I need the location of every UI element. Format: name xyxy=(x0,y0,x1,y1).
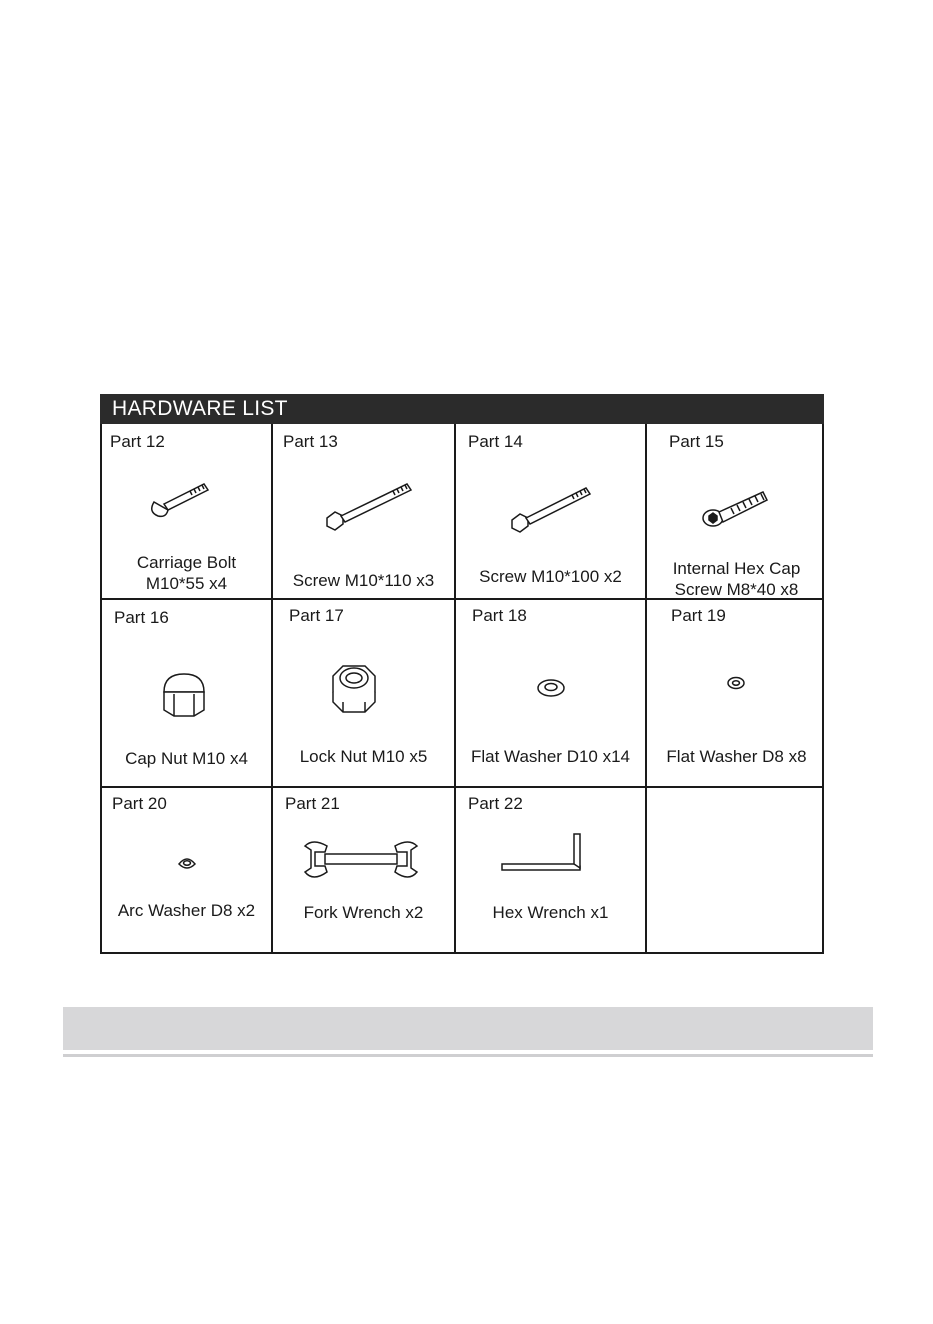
part-description-line: Cap Nut M10 x4 xyxy=(125,749,248,768)
part-description xyxy=(456,566,645,587)
part-label: Part 14 xyxy=(468,432,523,451)
part-description-line: M10*55 x4 xyxy=(145,574,228,593)
part-cell xyxy=(456,424,645,598)
part-cell xyxy=(102,600,271,786)
part-label: Part 22 xyxy=(468,794,523,813)
small-flat-washer-icon xyxy=(725,674,747,692)
part-label: Part 20 xyxy=(112,794,167,813)
part-description xyxy=(456,746,645,767)
hardware-list-header: HARDWARE LIST xyxy=(100,394,824,424)
part-description xyxy=(456,902,645,923)
part-label: Part 12 xyxy=(110,432,165,451)
hardware-list xyxy=(100,394,824,954)
part-label: Part 18 xyxy=(472,606,527,625)
part-description-line: Flat Washer D10 x14 xyxy=(470,747,631,766)
part-description-line: Internal Hex Cap xyxy=(672,559,801,578)
part-description xyxy=(102,552,271,594)
part-description-line: Screw M8*40 x8 xyxy=(674,580,799,599)
long-screw-icon xyxy=(319,478,423,538)
part-cell xyxy=(647,424,826,598)
part-description xyxy=(273,902,454,923)
part-description xyxy=(102,748,271,769)
part-description xyxy=(273,746,454,767)
part-description-line: Screw M10*110 x3 xyxy=(292,571,435,590)
section-header-bar xyxy=(63,1007,873,1050)
part-description-line: Hex Wrench x1 xyxy=(492,903,609,922)
part-cell xyxy=(273,600,454,786)
part-description-line: Screw M10*100 x2 xyxy=(479,567,622,586)
part-label: Part 19 xyxy=(671,606,726,625)
part-cell xyxy=(647,600,826,786)
flat-washer-icon xyxy=(536,676,566,700)
part-cell xyxy=(456,600,645,786)
part-label: Part 15 xyxy=(669,432,724,451)
part-cell xyxy=(102,424,271,598)
part-label: Part 16 xyxy=(114,608,169,627)
part-description xyxy=(647,746,826,767)
part-cell xyxy=(273,424,454,598)
part-description-line: Arc Washer D8 x2 xyxy=(117,901,256,920)
part-cell xyxy=(102,788,271,952)
lock-nut-icon xyxy=(329,662,379,716)
part-label: Part 21 xyxy=(285,794,340,813)
part-label: Part 17 xyxy=(289,606,344,625)
carriage-bolt-icon xyxy=(142,474,222,524)
section-divider xyxy=(63,1054,873,1057)
part-description-line: Fork Wrench x2 xyxy=(303,903,424,922)
part-description xyxy=(102,900,271,921)
part-description-line: Carriage Bolt xyxy=(136,553,237,572)
part-cell xyxy=(273,788,454,952)
screw-icon xyxy=(504,480,604,540)
part-description-line: Lock Nut M10 x5 xyxy=(299,747,428,766)
cap-nut-icon xyxy=(160,670,208,720)
part-cell xyxy=(456,788,645,952)
arc-washer-icon xyxy=(176,854,198,872)
empty-cell xyxy=(647,788,826,952)
part-description xyxy=(647,558,826,600)
hex-cap-screw-icon xyxy=(697,484,777,534)
part-description xyxy=(273,570,454,591)
fork-wrench-icon xyxy=(301,838,421,882)
part-description-line: Flat Washer D8 x8 xyxy=(666,747,807,766)
hardware-grid xyxy=(100,424,824,954)
hex-wrench-icon xyxy=(500,830,586,874)
part-label: Part 13 xyxy=(283,432,338,451)
